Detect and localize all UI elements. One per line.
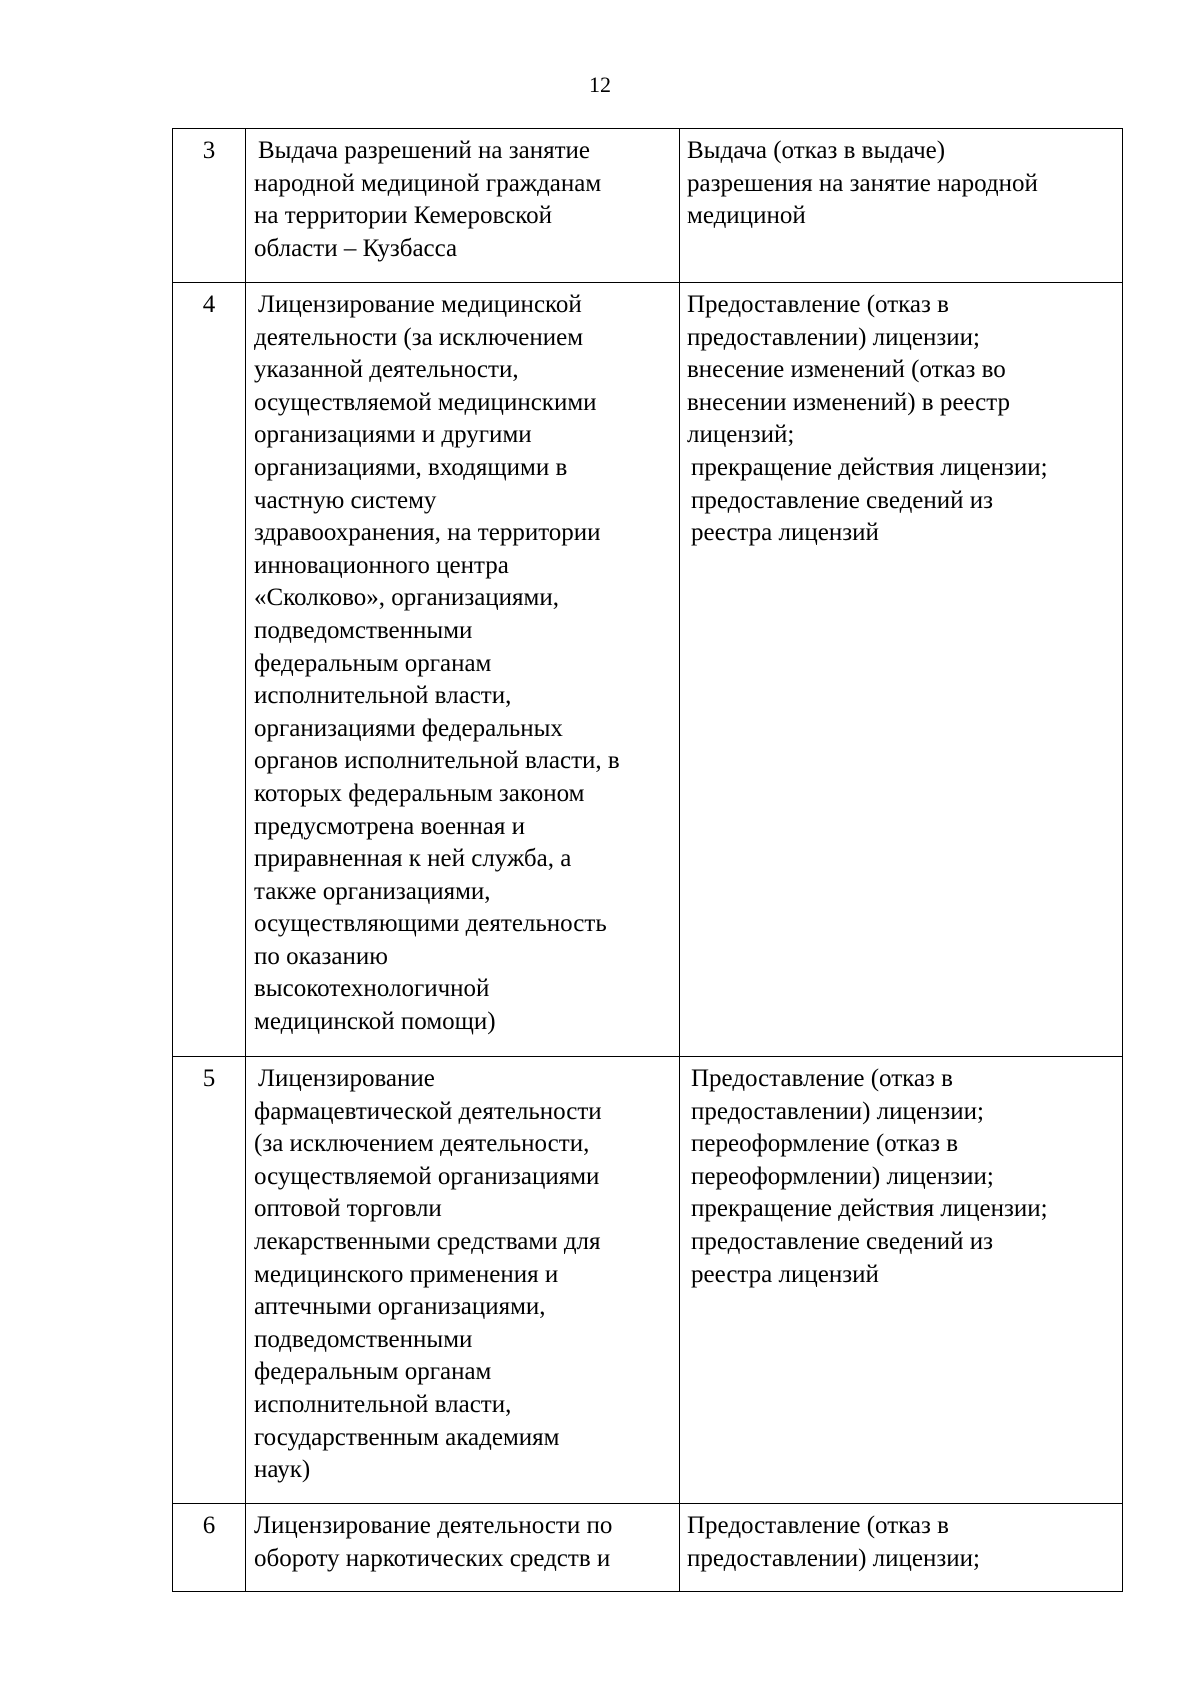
service-name-line: инновационного центра (254, 551, 509, 579)
row-number-cell (173, 283, 246, 1057)
service-result-line: предоставление сведений из (691, 1227, 994, 1255)
service-result-cell (680, 129, 1123, 283)
row-number: 6 (202, 1512, 216, 1539)
service-name-line: исполнительной власти, (254, 682, 512, 710)
page-number: 12 (589, 72, 611, 97)
service-result-cell (680, 283, 1123, 1057)
service-name-line: области – Кузбасса (254, 234, 458, 262)
service-result-line: лицензий; (687, 421, 795, 449)
service-result-line: внесение изменений (отказ во (687, 356, 1006, 384)
table-row (173, 1504, 1123, 1592)
service-name-line: по оказанию (254, 942, 388, 970)
service-result-line: Выдача (отказ в выдаче) (687, 137, 946, 164)
service-name-line: аптечными организациями, (254, 1293, 546, 1321)
row-number-cell (173, 1504, 246, 1592)
service-result-cell (680, 1057, 1123, 1504)
service-name-line: Лицензирование медицинской (258, 291, 582, 318)
service-name-line: осуществляемой медицинскими (254, 388, 597, 416)
service-name-line: федеральным органам (254, 1358, 492, 1386)
row-number: 4 (202, 291, 216, 318)
service-result-line: реестра лицензий (691, 1260, 879, 1288)
service-name-line: федеральным органам (254, 649, 492, 677)
service-result-line: внесении изменений) в реестр (687, 388, 1010, 416)
service-name-line: высокотехнологичной (254, 975, 490, 1003)
service-result-line: предоставлении) лицензии; (687, 323, 980, 351)
service-result-line: предоставление сведений из (691, 486, 994, 514)
row-number: 3 (202, 137, 216, 164)
service-name-line: подведомственными (254, 616, 473, 644)
service-result-line: Предоставление (отказ в (687, 1512, 949, 1539)
service-name-line: предусмотрена военная и (254, 812, 526, 840)
service-name-cell (246, 1504, 680, 1592)
service-name-line: частную систему (254, 486, 437, 514)
service-name-line: «Сколково», организациями, (254, 584, 559, 612)
row-number-cell (173, 1057, 246, 1504)
service-name-line: осуществляющими деятельность (254, 910, 607, 938)
service-result-line: предоставлении) лицензии; (691, 1097, 984, 1125)
service-name-cell (246, 283, 680, 1057)
service-name-line: наук) (254, 1456, 311, 1484)
service-name-line: лекарственными средствами для (254, 1227, 601, 1255)
service-name-line: организациями федеральных (254, 714, 563, 742)
service-name-line: здравоохранения, на территории (254, 519, 601, 547)
service-result-line: прекращение действия лицензии; (691, 1195, 1048, 1223)
service-name-line: (за исключением деятельности, (254, 1130, 590, 1158)
service-name-line: также организациями, (254, 877, 491, 905)
service-name-cell (246, 1057, 680, 1504)
service-name-line: обороту наркотических средств и (254, 1544, 611, 1572)
service-result-line: Предоставление (отказ в (687, 291, 949, 318)
service-name-line: государственным академиям (254, 1423, 560, 1451)
service-name-cell (246, 129, 680, 283)
service-name-line: Лицензирование деятельности по (254, 1512, 613, 1539)
service-name-line: фармацевтической деятельности (254, 1097, 602, 1125)
service-name-line: Выдача разрешений на занятие (258, 137, 590, 164)
service-result-line: разрешения на занятие народной (687, 169, 1038, 197)
service-result-line: медициной (687, 202, 806, 230)
service-name-line: организациями и другими (254, 421, 532, 449)
service-name-line: на территории Кемеровской (254, 202, 552, 230)
service-name-line: организациями, входящими в (254, 453, 568, 481)
row-number: 5 (202, 1065, 216, 1092)
service-result-line: переоформление (отказ в (691, 1130, 959, 1158)
table-row (173, 1057, 1123, 1504)
service-result-line: реестра лицензий (691, 519, 879, 547)
service-name-line: указанной деятельности, (254, 356, 519, 384)
service-name-line: медицинского применения и (254, 1260, 559, 1288)
service-result-line: предоставлении) лицензии; (687, 1544, 980, 1572)
service-name-line: народной медициной гражданам (254, 169, 602, 197)
table-row (173, 129, 1123, 283)
service-name-line: которых федеральным законом (254, 779, 585, 807)
service-name-line: медицинской помощи) (254, 1008, 496, 1036)
row-number-cell (173, 129, 246, 283)
service-name-line: осуществляемой организациями (254, 1162, 600, 1190)
service-name-line: органов исполнительной власти, в (254, 747, 620, 775)
table-row (173, 283, 1123, 1057)
service-result-cell (680, 1504, 1123, 1592)
service-name-line: Лицензирование (258, 1065, 435, 1092)
service-name-line: подведомственными (254, 1325, 473, 1353)
service-name-line: оптовой торговли (254, 1195, 442, 1223)
service-name-line: исполнительной власти, (254, 1390, 512, 1418)
services-table (172, 128, 1123, 1592)
service-name-line: деятельности (за исключением (254, 323, 584, 351)
service-result-line: прекращение действия лицензии; (691, 453, 1048, 481)
service-result-line: переоформлении) лицензии; (691, 1162, 994, 1190)
service-result-line: Предоставление (отказ в (691, 1065, 953, 1092)
service-name-line: приравненная к ней служба, а (254, 845, 572, 873)
